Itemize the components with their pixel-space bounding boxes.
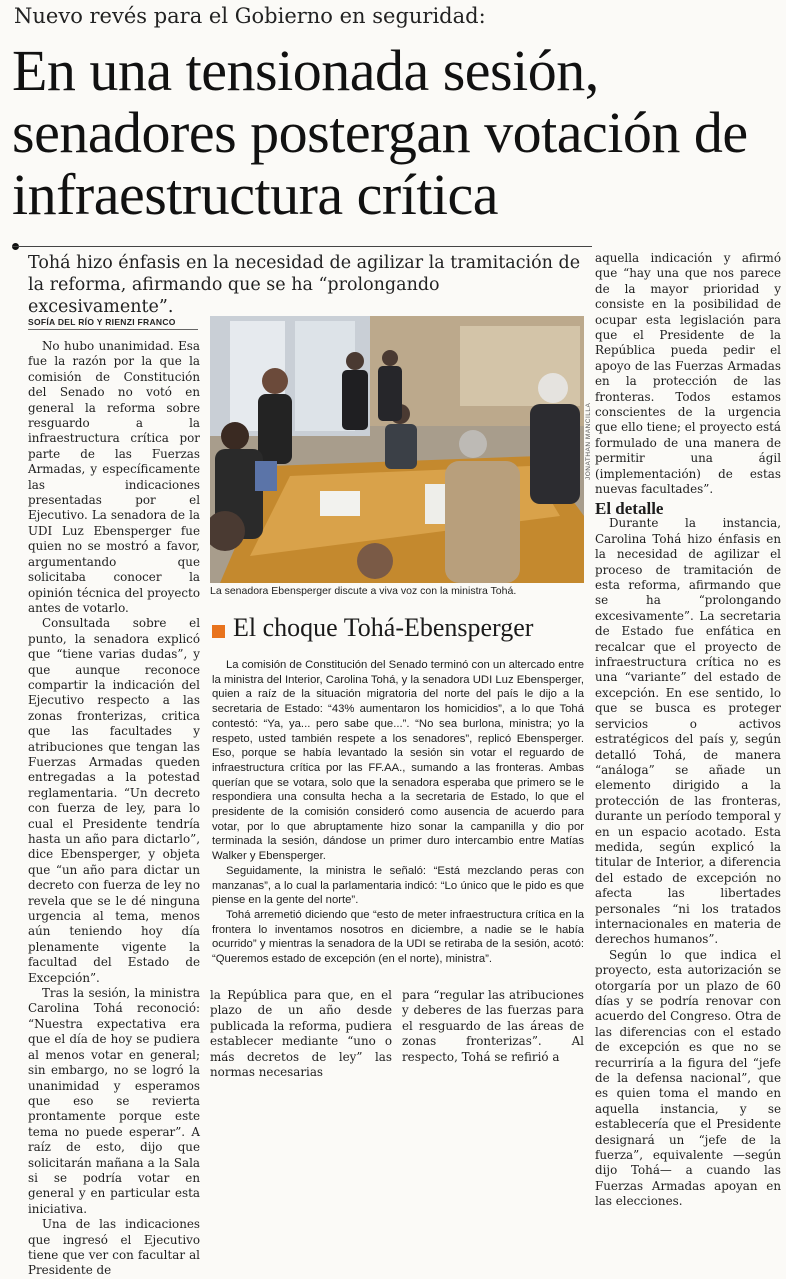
paragraph: la República para que, en el plazo de un año desde publicada la reforma, pudiera establecer mediante “uno o más decretos de ley” las normas necesarias — [210, 988, 392, 1080]
paragraph: La comisión de Constitución del Senado terminó con un altercado entre la ministra del Interior, Carolina Tohá, y la senadora UDI Luz Ebensperger, quien a raíz de la situación migratoria del norte del país le dijo a la secretaria de Estado: “43% aumentaron los homicidios”, a lo que Tohá contestó: “Ya, ya... pero sabe que...”. “No sea burlona, ministra; yo la respeto, usted también respete a los senadores”, replicó Ebensperger. Eso, porque se había levantado la sesión sin votar el reguardo de infraestructura crítica por las FF.AA., sumando a las fronteras. Ambas querían que se votara, solo que la senadora esperaba que primero se le respondiera una consulta hecha a la secretaria de Estado, lo que el presidente de la comisión consideró como ausencia de acuerdo para votar, por lo que abruptamente hizo sonar la campanilla y dio por terminada la sesión, dándose un primer duro intercambio entre Matías Walker y Ebensperger. — [212, 659, 584, 863]
column-1 — [28, 339, 200, 1279]
paragraph: Tohá arremetió diciendo que “esto de meter infraestructura crítica en la frontera lo inventamos nosotros en diciembre, a nadie se le había ocurrido” y mientras la senadora de la UDI se retiraba de la sesión, acotó: “Queremos estado de excepción (en el norte), ministra”. — [212, 908, 584, 966]
paragraph: Según lo que indica el proyecto, esta autorización se otorgaría por un plazo de 60 días y se podría renovar con acuerdo del Congreso. Otra de las diferencias con el estado de excepción es que no se recurriría a la figura del “jefe de la defensa nacional”, que es quien toma el mando en aquella instancia, y se establecería que el Presidente designará un “jefe de la fuerza”, equivalente —según dijo Tohá— a cuando las Fuerzas Armadas apoyan en las elecciones. — [595, 947, 781, 1209]
paragraph: para “regular las atribuciones y deberes de las fuerzas para el resguardo de las áreas de zonas fronterizas”. Al respecto, Tohá se refirió a — [402, 988, 584, 1064]
column-bottom-b — [402, 988, 584, 1065]
sidebar-body — [212, 658, 584, 967]
dek: Tohá hizo énfasis en la necesidad de agilizar la tramitación de la reforma, afirmando que se ha “prolongando excesivamente”. — [28, 253, 581, 317]
byline-rule — [28, 329, 198, 330]
kicker: Nuevo revés para el Gobierno en seguridad: — [14, 4, 486, 28]
dek-rule — [12, 246, 592, 247]
column-bottom-a — [210, 988, 392, 1080]
byline: SOFÍA DEL RÍO Y RIENZI FRANCO — [28, 317, 176, 327]
column-right-top — [595, 251, 781, 498]
paragraph: aquella indicación y afirmó que “hay una que nos parece de la mayor prioridad y consiste en la posibilidad de ocupar esta legislación para que el Presidente de la República pueda pedir el apoyo de las Fuerzas Armadas en la protección de las fronteras. Todos estamos conscientes de la urgencia que ello tiene; el proyecto está formulado de una manera de permitir una ágil (implementación) de estas nuevas facultades”. — [595, 251, 781, 497]
meeting-photo-illustration — [210, 316, 584, 583]
sidebar-accent-square — [212, 625, 225, 638]
paragraph: Seguidamente, la ministra le señaló: “Está mezclando peras con manzanas”, a lo cual la parlamentaria indicó: “Lo único que le pido es que piense en la gente del norte”. — [212, 864, 584, 907]
paragraph: Tras la sesión, la ministra Carolina Tohá reconoció: “Nuestra expectativa era que el día de hoy se pudiera al menos votar en general; sin embargo, no se logró la unanimidad y esperamos que eso se revierta prontamente porque este tema no puede esperar”. A raíz de esto, dijo que solicitarán mañana a la Sala si se podría votar en general y en particular esta iniciativa. — [28, 986, 200, 1216]
headline: En una tensionada sesión, senadores postergan votación de infraestructura crítica — [12, 38, 748, 227]
column-right-detail — [595, 501, 781, 1210]
paragraph: Consultada sobre el punto, la senadora explicó que “tiene varias dudas”, y que aunque reconoce compartir la indicación del Ejecutivo respecto a las zonas fronterizas, critica que las facultades y atribuciones que tengan las Fuerzas Armadas queden entregadas a la potestad reglamentaria. “Un decreto con fuerza de ley, para lo cual el Presidente tendría hasta un año para dictarlo”, dice Ebensperger, y objeta que “un año para dictar un decreto con fuerza de ley no revela que se le dé ninguna urgencia al tema, menos aún teniendo hoy día plenamente vigente la facultad del Estado de Excepción”. — [28, 616, 200, 985]
photo-credit: JONATHAN MANCILLA — [585, 402, 592, 480]
sidebar-title: El choque Tohá-Ebensperger — [233, 613, 534, 642]
news-photo — [210, 316, 584, 583]
paragraph: Una de las indicaciones que ingresó el Ejecutivo tiene que ver con facultar al Presidente de — [28, 1217, 200, 1278]
paragraph: No hubo unanimidad. Esa fue la razón por la que la comisión de Constitución del Senado no votó en general la reforma sobre resguardo a la infraestructura crítica por parte de las Fuerzas Armadas, y específicamente las indicaciones presentadas por el Ejecutivo. La senadora de la UDI Luz Ebensperger fue quien no se mostró a favor, argumentando que solicitaba conocer la opinión técnica del proyecto antes de votarlo. — [28, 339, 200, 615]
photo-caption: La senadora Ebensperger discute a viva voz con la ministra Tohá. — [210, 585, 517, 597]
detail-title: El detalle — [595, 499, 664, 518]
paragraph: Durante la instancia, Carolina Tohá hizo énfasis en la necesidad de agilizar el proceso de tramitación de esta reforma, afirmando que se ha “prolongando excesivamente”. La secretaria de Estado fue enfática en recalcar que el proyecto de infraestructura crítica no es una “variante” del estado de excepción. En ese sentido, lo que se busca es proteger servicios o activos estratégicos del país y, según detalló Tohá, de manera “análoga” se añade un elemento dirigido a la protección de las fronteras, durante un período temporal y en un espacio acotado. Esta medida, según explicó la titular de Interior, a diferencia del estado de excepción no afecta las libertades personales “ni los tratados internacionales en materia de derechos humanos”. — [595, 516, 781, 947]
